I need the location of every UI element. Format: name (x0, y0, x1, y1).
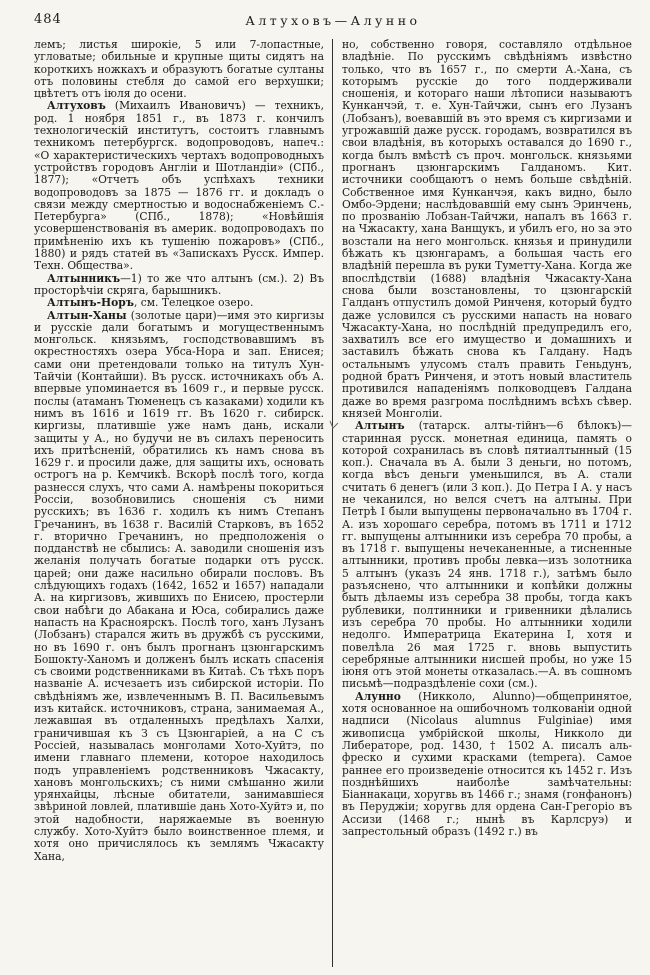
entry-continuation (34, 39, 324, 100)
entry-text: —1) то же что алтынъ (см.). 2) Въ просторѣчіи скряга, барышникъ. (34, 271, 324, 297)
entry-text: (татарск. алты-тійнъ—6 бѣлокъ)—старинная русск. монетная единица, память о которой сохранилась въ словѣ пятиалтынный (15 коп.). Сначала въ А. были 3 деньги, но потомъ, когда вѣсъ деньги уменьшился, въ А. стали считать 6 денегъ (или 3 коп.). До Петра I А. у насъ не чеканился, но велся счетъ на алтыны. При Петрѣ I были выпущены первоначально въ 1704 г. А. изъ хорошаго серебра, потомъ въ 1711 и 1712 гг. выпущены алтынники изъ серебра 70 пробы, а въ 1718 г. выпущены нечеканенные, а тисненные алтынники, противъ пробы левка—изъ золотника 5 алтынъ (указъ 24 янв. 1718 г.), затѣмъ было разъяснено, что алтынники и копѣйки должны быть дѣлаемы изъ серебра 38 пробы, тогда какъ рублевики, полтинники и гривенники дѣлались изъ серебра 70 пробы. Но алтынники ходили недолго. Императрица Екатерина I, хотя и повелѣла 26 мая 1725 г. вновь выпустить серебряные алтынники нисшей пробы, но уже 15 іюня отъ этой монеты отказалась.—А. въ сошномъ письмѣ—подраздѣленіе сохи (см.). (342, 419, 632, 691)
entry-text: лемъ; листья широкіе, 5 или 7-лопастные, угловатые; обильные и крупные щиты сидятъ на короткихъ ножкахъ и образуютъ богатые султаны отъ половины стебля до самой его верхушки; цвѣтетъ отъ іюля до осени. (34, 39, 324, 101)
entry-term: Алтын-Ханы (47, 308, 127, 322)
entry-continuation (342, 39, 632, 420)
entry-text: но, собственно говоря, составляло отдѣльное владѣніе. По русскимъ свѣдѣніямъ извѣстно только, что въ 1657 г., по смерти А.-Хана, съ которымъ русскіе до того поддерживали сношенія, и котораго наши лѣтописи называютъ Кунканчэй, т. е. Хун-Тайчжи, сынъ его Лузанъ (Лобзанъ), воевавшій въ это время съ киргизами и угрожавшій даже русск. городамъ, возвратился въ свои владѣнія, въ которыхъ оставался до 1690 г., когда былъ вмѣстѣ съ проч. монгольск. князьями прогнанъ цзюнгарскимъ Галданомъ. Кит. источники сообщаютъ о немъ больше свѣдѣній. Собственное имя Кунканчэя, какъ видно, было Омбо-Эрдени; наслѣдовавшій ему сынъ Эринчень, по прозванію Лобзан-Тайчжи, напалъ въ 1663 г. на Чжасакту, хана Ванщукъ, и убилъ его, но за это возстали на него монгольск. князья и принудили бѣжать къ цзюнгарамъ, а большая часть его владѣній перешла въ руки Туметту-Хана. Когда же впослѣдствіи (1688) владѣнія Чжасакту-Хана снова были возстановлены, то цзюнгарскій Галданъ отпустилъ домой Ринченя, который будто даже условился съ русскими напасть на новаго Чжасакту-Хана, но послѣдній предупредилъ его, захватилъ все его имущество и домашнихъ и заставилъ бѣжать снова къ Галдану. Надъ остальнымъ улусомъ сталъ править Геньдунъ, родной братъ Ринченя, и этотъ новый властитель противился нападеніямъ полководцевъ Галдана даже во время разгрома послѣднимъ всѣхъ сѣвер. князей Монголіи. (342, 39, 632, 420)
entry-term: Алтынникъ (47, 271, 121, 285)
entry-text: , см. Телецкое озеро. (133, 296, 254, 310)
entry-altynnik (34, 273, 324, 298)
entry-altukhov (34, 100, 324, 272)
page-number: 484 (34, 12, 62, 27)
entry-alunno (342, 691, 632, 839)
page-header (34, 10, 632, 36)
entry-term: Алтуховъ (47, 99, 106, 113)
right-column (333, 39, 632, 967)
entry-altyn-khany (34, 310, 324, 863)
entry-term: Алтынъ (355, 419, 405, 433)
entry-text: (золотые цари)—имя это киргизы и русскіе дали богатымъ и могущественнымъ монгольск. князьямъ, господствовавшимъ въ окрестностяхъ озера Убса-Нора и зап. Енисея; сами они претендовали только на титулъ Хун-Тайчіи (Контайши). Въ русск. источникахъ объ А. впервые упоминается въ 1609 г., и первые русск. послы (атаманъ Тюменецъ съ казаками) ходили къ нимъ въ 1616 и 1619 гг. Въ 1620 г. сибирск. киргизы, платившіе уже намъ дань, искали защиты у А., но будучи не въ силахъ переносить ихъ притѣсненій, обратились къ намъ снова въ 1629 г. и просили даже, для защиты ихъ, основать острогъ на р. Кемчикѣ. Вскорѣ послѣ того, когда разнесся слухъ, что сами А. намѣрены покориться Россіи, возобновились сношенія съ ними русскихъ; въ 1636 г. ходилъ къ нимъ Степанъ Гречанинъ, въ 1638 г. Василій Старковъ, въ 1652 г. вторично Гречанинъ, но предположенія о подданствѣ не сбылись: А. заводили сношенія изъ желанія получать богатые подарки отъ русск. царей; они даже насильно обирали пословъ. Въ слѣдующихъ годахъ (1642, 1652 и 1657) нападали А. на киргизовъ, жившихъ по Енисею, простерли свои набѣги до Абакана и Юса, собирались даже напасть на Красноярскъ. Послѣ того, ханъ Лузанъ (Лобзанъ) старался жить въ дружбѣ съ русскими, но въ 1690 г. онъ былъ прогнанъ цзюнгарскимъ Бошокту-Ханомъ и долженъ былъ искать спасенія съ своими родственниками въ Китаѣ. Съ тѣхъ поръ названіе А. исчезаетъ изъ сибирской исторіи. По свѣдѣніямъ же, извлеченнымъ В. П. Васильевымъ изъ китайск. источниковъ, страна, занимаемая А., лежавшая въ отдаленныхъ предѣлахъ Халхи, граничившая къ З съ Цзюнгаріей, а на С съ Россіей, называлась монголами Хото-Хуйтэ, по имени главнаго племени, которое находилось подъ управленіемъ родственниковъ Чжасакту, хановъ монгольскихъ; съ ними смѣшанно жили урянхайцы, лѣсные обитатели, занимавшіеся звѣриной ловлей, платившіе дань Хото-Хуйтэ и, по этой надобности, наряжаемые въ военную службу. Хото-Хуйтэ было воинственное племя, и хотя оно причислялось къ землямъ Чжасакту Хана, (34, 308, 324, 863)
entry-term: Алунно (355, 689, 401, 703)
running-title: Алтуховъ—Алунно (245, 13, 421, 28)
entry-term: Алтынъ-Норъ (47, 296, 134, 310)
entry-altyn (342, 420, 632, 691)
pencil-mark-artifact (329, 420, 339, 429)
entry-text: (Никколо, Alunno)—общепринятое, хотя основанное на ошибочномъ толкованіи одной надписи (Nicolaus alumnus Fulginiae) имя живописца умбрійской школы, Никколо ди Либераторе, род. 1430, † 1502 А. писалъ аль-фреско и сухими красками (tempera). Самое раннее его произведеніе относится къ 1452 г. Изъ позднѣйшихъ наиболѣе замѣчательны: Біаннакаци, хоругвь въ 1466 г.; знамя (гонфанонъ) въ Перуджіи; хоругвь для ордена Сан-Грегоріо въ Ассизи (1468 г.; нынѣ въ Карлсруэ) и запрестольный образъ (1492 г.) въ (342, 689, 632, 838)
text-columns (34, 39, 632, 967)
left-column (34, 39, 332, 967)
entry-text: (Михаилъ Ивановичъ) — техникъ, род. 1 ноября 1851 г., въ 1873 г. кончилъ технологическій институтъ, состоитъ главнымъ техникомъ петербургск. водопроводовъ, напеч.: «О характеристическихъ чертахъ водопроводныхъ устройствъ городовъ Англіи и Шотландіи» (СПб., 1877); «Отчетъ объ успѣхахъ техники водопроводовъ за 1875 — 1876 гг. и докладъ о связи между смертностью и водоснабженіемъ С.-Петербурга» (СПб., 1878); «Новѣйшія усовершенствованія въ америк. водопроводахъ по примѣненію ихъ къ тушенію пожаровъ» (СПб., 1880) и рядъ статей въ «Запискахъ Русск. Импер. Техн. Общества». (34, 99, 324, 273)
